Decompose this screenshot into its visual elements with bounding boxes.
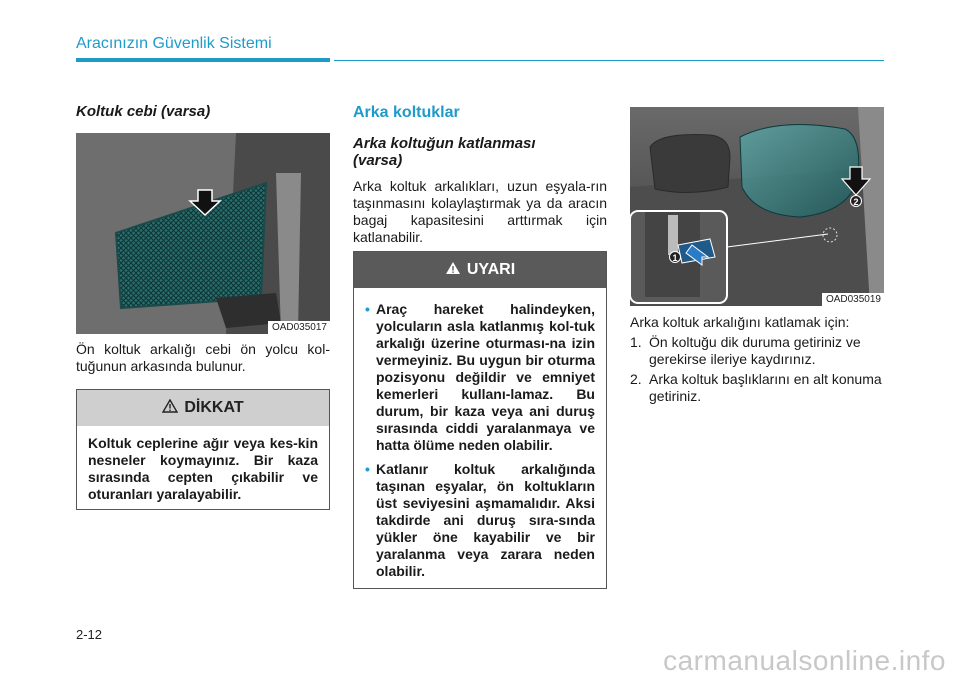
figure-label: OAD035019 bbox=[822, 293, 884, 306]
caution-box bbox=[76, 389, 330, 510]
warning-header bbox=[354, 252, 606, 288]
warning-bullet: • Katlanır koltuk arkalığında taşınan eşyalar, ön koltukların üst seviyesini aşmamalıdır. Aksi takdirde ani duruş sıra-sında yükler öne kayabilir ve bir yaralanma veya zarara neden olabilir. bbox=[365, 461, 595, 579]
header-rule-thick bbox=[76, 58, 330, 62]
rear-seat-folding-heading-line1: Arka koltuğun katlanması bbox=[353, 135, 536, 152]
seat-pocket-description: Ön koltuk arkalığı cebi ön yolcu kol-tuğunun arkasında bulunur. bbox=[76, 341, 330, 374]
folding-step: 2. Arka koltuk başlıklarını en alt konuma getiriniz. bbox=[630, 371, 882, 404]
callout-2: 2 bbox=[853, 197, 859, 207]
rear-seat-folding-heading-line2: (varsa) bbox=[353, 152, 403, 169]
warning-triangle-icon bbox=[162, 399, 178, 418]
folding-intro: Arka koltuk arkalığını katlamak için: bbox=[630, 314, 850, 330]
caution-title: DİKKAT bbox=[184, 399, 244, 416]
caution-text: Koltuk ceplerine ağır veya kes-kin nesneler koymayınız. Bir kaza sırasında cepten çıkabilir ve oturanları yaralayabilir. bbox=[88, 435, 318, 502]
figure-label: OAD035017 bbox=[268, 321, 330, 334]
rear-seats-title: Arka koltuklar bbox=[353, 104, 460, 121]
watermark: carmanualsonline.info bbox=[663, 645, 946, 676]
bullet-dot: • bbox=[365, 301, 370, 317]
warning-title: UYARI bbox=[466, 261, 516, 278]
warning-box bbox=[353, 251, 607, 589]
warning-bullet: • Araç hareket halindeyken, yolcuların asla katlanmış kol-tuk arkalığı üzerine oturması-na izin vermeyiniz. Bu uygun bir oturma pozisyonu değildir ve emniyet kemerleri kullanı-lamaz. Bu durum, bir kaza veya ani duruş sırasında ciddi yaralanmaya ve hatta ölüme neden olabilir. bbox=[365, 301, 595, 453]
bullet-dot: • bbox=[365, 461, 370, 477]
header-rule-thin bbox=[334, 60, 884, 61]
folding-steps bbox=[630, 334, 884, 408]
folding-step: 1. Ön koltuğu dik duruma getiriniz ve gerekirse ileriye kaydırınız. bbox=[630, 334, 861, 367]
warning-triangle-icon bbox=[445, 261, 461, 280]
page-header-title: Aracınızın Güvenlik Sistemi bbox=[76, 35, 272, 52]
page-number: 2-12 bbox=[76, 627, 103, 642]
seat-pocket-heading: Koltuk cebi (varsa) bbox=[76, 103, 211, 120]
caution-header bbox=[77, 390, 329, 426]
rear-seat-folding-description: Arka koltuk arkalıkları, uzun eşyala-rın taşınmasını kolaylaştırmak ya da aracın bagaj kapasitesini arttırmak için katlanabilir. bbox=[353, 178, 607, 245]
rear-seat-headrest-illustration bbox=[630, 107, 884, 306]
seat-pocket-illustration bbox=[76, 133, 330, 334]
callout-1: 1 bbox=[672, 253, 678, 263]
